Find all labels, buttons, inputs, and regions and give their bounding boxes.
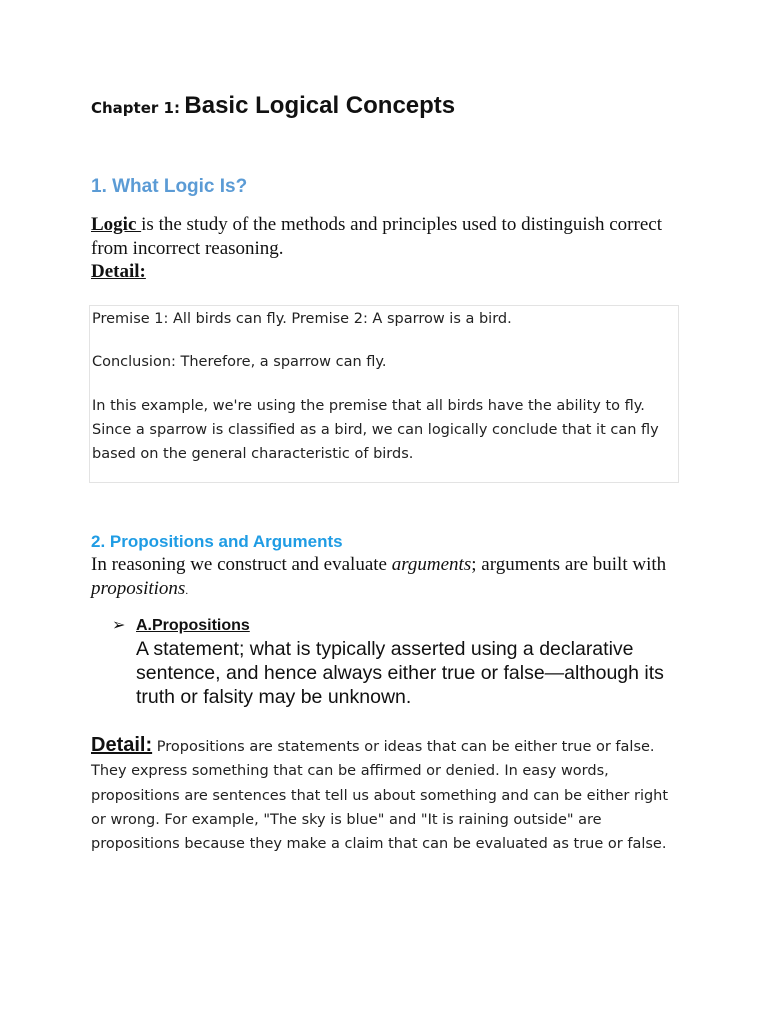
propositions-detail-text: Propositions are statements or ideas that can be either true or false. They express something that can be affirmed or denied. In easy words, propositions are sentences that tell us about something and can be either right or wrong. For example, "The sky is blue" and "It is raining outside" are propositions because they make a claim that can be evaluated as true or false. [91,739,669,853]
arrow-bullet-icon: ➢ [112,615,126,634]
logic-term: Logic [91,214,142,235]
example-conclusion: Conclusion: Therefore, a sparrow can fly. [92,354,387,370]
propositions-definition: A statement; what is typically asserted using a declarative sentence, and hence always either true or false—although its truth or falsity may be unknown. [136,638,664,708]
detail-label-1: Detail: [91,261,146,282]
section-1-heading: 1. What Logic Is? [91,176,248,197]
example-explanation: In this example, we're using the premise that all birds have the ability to fly. Since a sparrow is classified as a bird, we can logically conclude that it can fly based on the general characteristic of birds. [92,398,659,462]
reasoning-intro [91,553,691,603]
chapter-title: Basic Logical Concepts [184,92,456,119]
arguments-term: arguments [391,554,472,575]
propositions-term: propositions [91,578,186,599]
example-premises: Premise 1: All birds can fly. Premise 2: A sparrow is a bird. [92,311,512,327]
intro-part-2: ; arguments are built with [471,554,667,575]
propositions-detail [91,733,681,856]
intro-part-1: In reasoning we construct and evaluate [91,554,392,575]
logic-definition [91,213,691,261]
logic-definition-text: is the study of the methods and principles used to distinguish correct from incorrect reasoning. [91,214,662,259]
intro-end: . [185,585,189,597]
propositions-subheading: A.Propositions [136,617,250,634]
detail-label-2: Detail: [91,734,153,756]
chapter-heading [91,92,455,120]
section-2-heading: 2. Propositions and Arguments [91,532,343,551]
chapter-number: Chapter 1: [91,99,180,117]
example-box [89,305,679,483]
